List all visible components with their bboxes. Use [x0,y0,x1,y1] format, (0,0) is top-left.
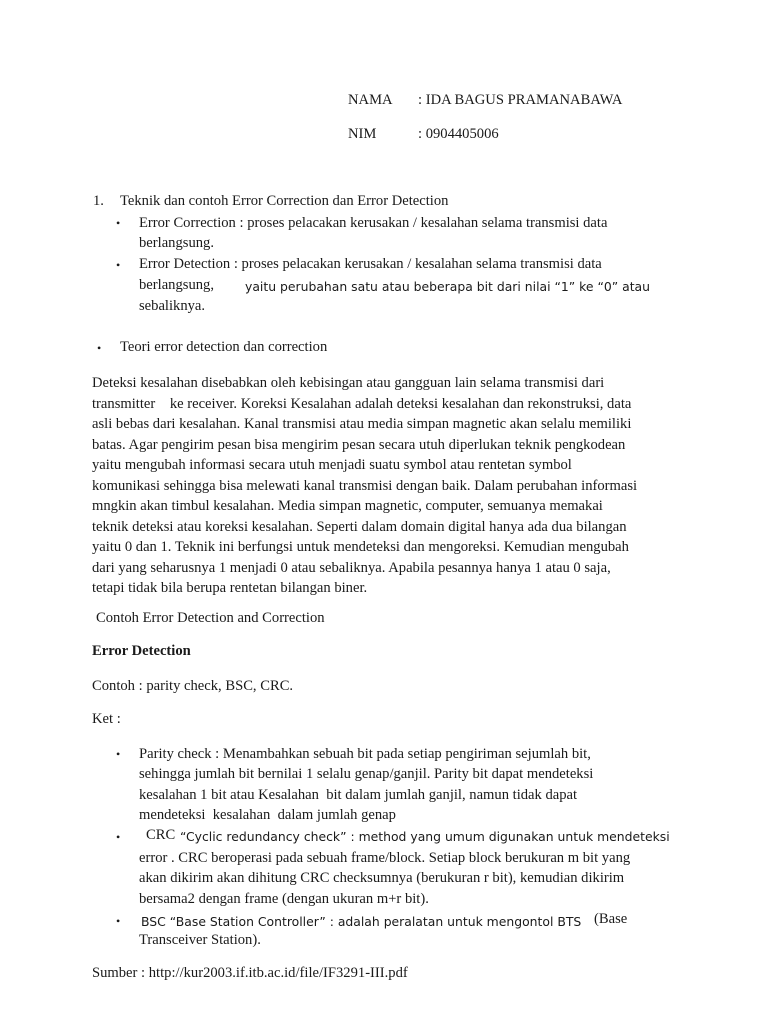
ket-label: Ket : [92,711,121,727]
bullet-icon: • [116,258,121,272]
bullet-line: berlangsung. [139,235,214,252]
bullet-icon: • [97,341,102,355]
section-number: 1. [93,193,104,209]
example-line: Contoh : parity check, BSC, CRC. [92,678,294,694]
name-value: : IDA BAGUS PRAMANABAWA [418,92,623,108]
bullet-line: kesalahan 1 bit atau Kesalahan bit dalam jumlah ganjil, namun tidak dapat [139,786,578,803]
bullet-icon: • [116,830,121,844]
bullet-line: Parity check : Menambahkan sebuah bit pada setiap pengiriman sejumlah bit, [139,746,591,762]
bullet-icon: • [116,216,121,230]
error-detection-heading: Error Detection [92,643,191,659]
bullet-error-detection-line2a: berlangsung, [139,277,214,293]
bullet-error-detection-line2b: yaitu perubahan satu atau beberapa bit dari nilai “1” ke “0” atau [245,279,651,294]
paragraph-line: komunikasi sehingga bisa melewati kanal transmisi dengan baik. Dalam perubahan informasi [92,477,638,494]
crc-head-sans: “Cyclic redundancy check” : method yang umum digunakan untuk mendeteksi [180,829,670,844]
bullet-line: sehingga jumlah bit bernilai 1 selalu genap/ganjil. Parity bit dapat mendeteksi [139,766,594,783]
example-heading: Contoh Error Detection and Correction [96,610,325,626]
nim-label: NIM [348,126,377,142]
bullet-error-detection-line1: Error Detection : proses pelacakan kerusakan / kesalahan selama transmisi data [139,256,602,272]
crc-head-serif: CRC [146,827,176,843]
paragraph-line: transmitter ke receiver. Koreksi Kesalahan adalah deteksi kesalahan dan rekonstruksi, data [92,395,632,412]
paragraph-line: dari yang seharusnya 1 menjadi 0 atau sebaliknya. Apabila pesannya hanya 1 atau 0 saja, [92,559,611,576]
nim-value: : 0904405006 [418,126,499,142]
paragraph-line: teknik deteksi atau koreksi kesalahan. Seperti dalam domain digital hanya ada dua bilangan [92,518,627,535]
bullet-line: akan dikirim akan dihitung CRC checksumnya (berukuran r bit), kemudian dikirim [139,870,625,887]
bullet-parity-check [139,744,593,825]
bullet-line: bersama2 dengan frame (dengan ukuran m+r bit). [139,890,429,907]
paragraph-line: batas. Agar pengirim pesan bisa mengirim pesan secara utuh diperlukan teknik pengkodean [92,436,626,453]
paragraph-line: yaitu 0 dan 1. Teknik ini berfungsi untuk mendeteksi dan mengoreksi. Kemudian mengubah [92,539,629,555]
section-title: Teknik dan contoh Error Correction dan Error Detection [120,193,449,209]
paragraph-line: yaitu mengubah informasi secara utuh menjadi suatu symbol atau rentetan symbol [92,457,572,473]
bsc-rest: Transceiver Station). [139,932,261,948]
name-label: NAMA [348,92,393,108]
paragraph-line: mngkin akan timbul kesalahan. Media simpan magnetic, computer, semuanya memakai [92,498,603,514]
bullet-error-detection-line3: sebaliknya. [139,298,206,314]
bsc-head-sans: BSC “Base Station Controller” : adalah peralatan untuk mengontol BTS [141,914,582,929]
bullet-line: Error Correction : proses pelacakan kerusakan / kesalahan selama transmisi data [139,215,608,231]
bullet-icon: • [116,747,121,761]
bullet-line: mendeteksi kesalahan dalam jumlah genap [139,806,396,823]
bullet-line: error . CRC beroperasi pada sebuah frame/block. Setiap block berukuran m bit yang [139,850,631,866]
bullet-icon: • [116,914,121,928]
paragraph-line: tetapi tidak bila berupa rentetan bilangan biner. [92,580,368,596]
paragraph-line: asli bebas dari kesalahan. Kanal transmisi atau media simpan magnetic akan selalu memiliki [92,416,632,432]
paragraph-line: Deteksi kesalahan disebabkan oleh kebisingan atau gangguan lain selama transmisi dari [92,375,605,391]
body-paragraph [92,373,692,599]
source-citation: Sumber : http://kur2003.if.itb.ac.id/file/IF3291-III.pdf [92,965,408,981]
bsc-head-serif: (Base [594,911,628,927]
bullet-crc [139,848,630,909]
theory-heading: Teori error detection dan correction [120,339,328,355]
bullet-error-correction [139,213,607,254]
